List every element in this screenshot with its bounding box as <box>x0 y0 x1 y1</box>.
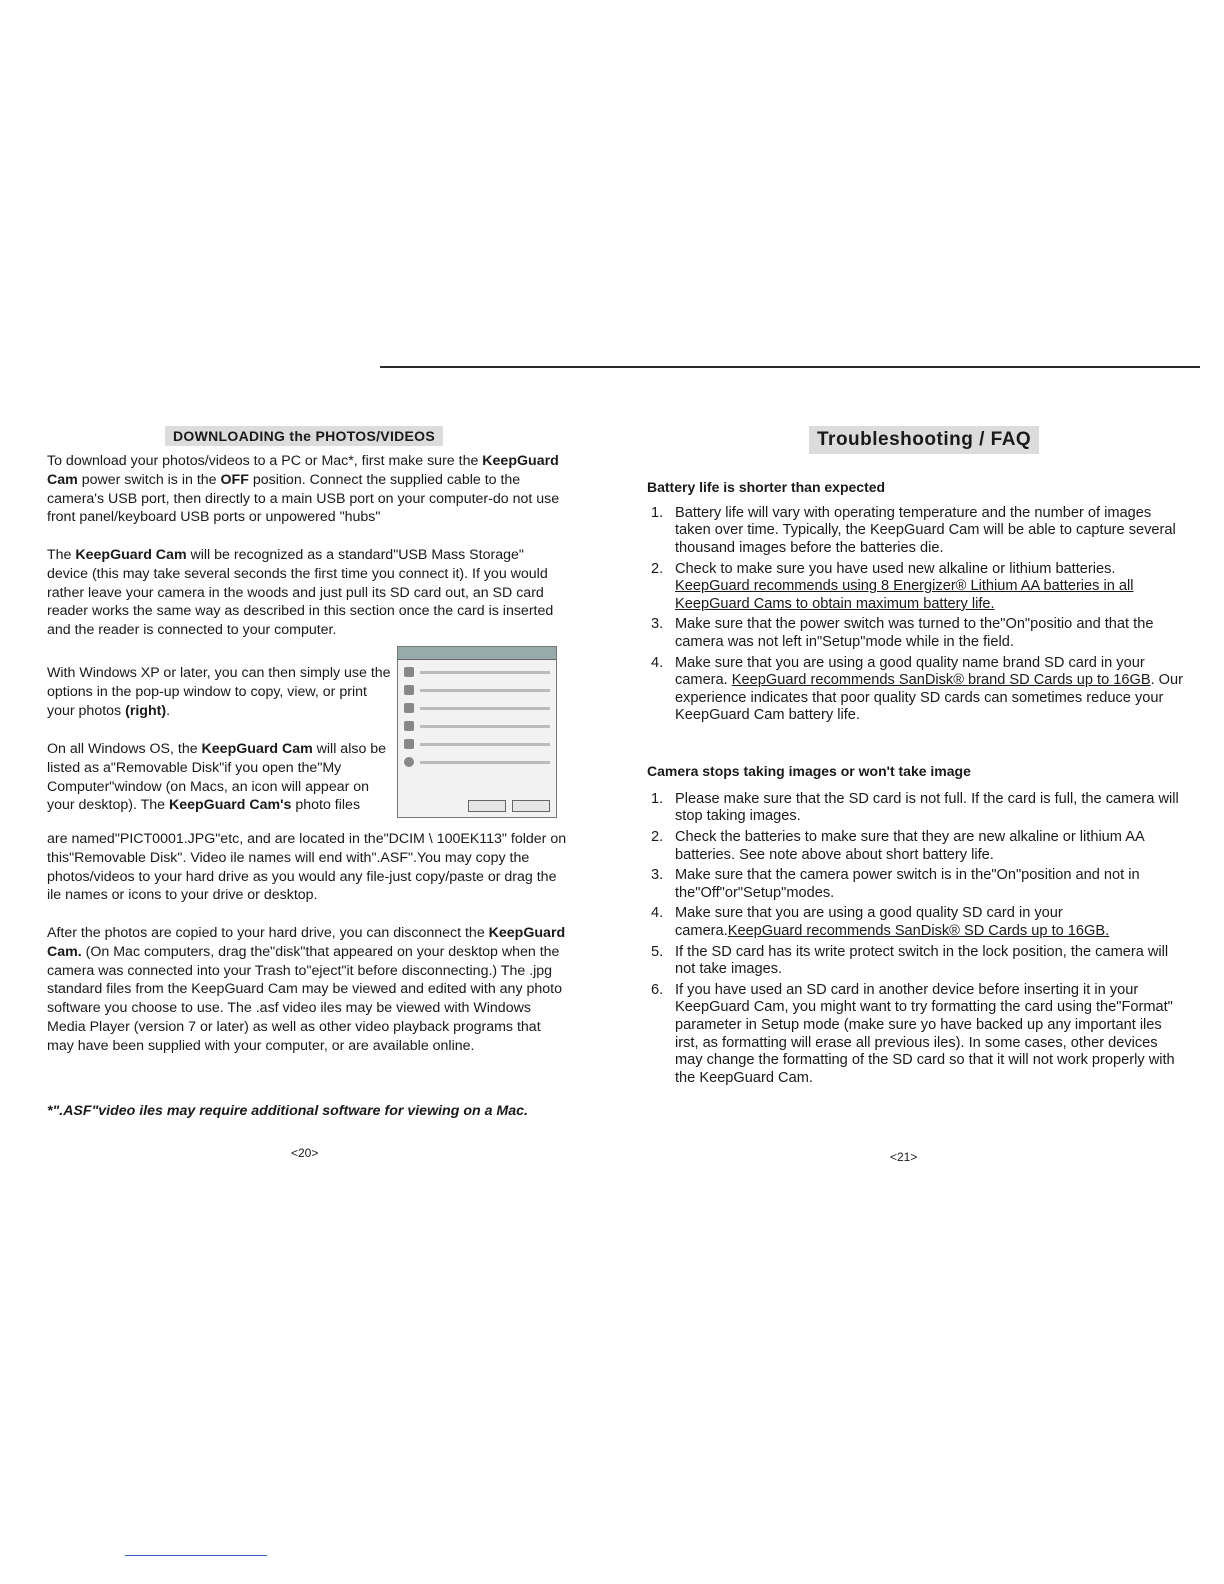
windows-popup-screenshot <box>397 646 557 818</box>
camera-stops-section <box>647 762 1187 1090</box>
list-item: 2. Check to make sure you have used new alkaline or lithium batteries. KeepGuard recommends using 8 Energizer® Lithium AA batteries in all KeepGuard Cams to obtain maximum battery life. <box>651 560 1134 612</box>
battery-section-title: Battery life is shorter than expected <box>647 479 886 495</box>
battery-section <box>647 478 1187 728</box>
intro-paragraph: To download your photos/videos to a PC or Mac*, first make sure the KeepGuard Cam power switch is in the OFF position. Connect the supplied cable to the camera's USB port, then directly to a main USB port on your computer-do not use front panel/keyboard USB ports or unpowered "hubs" <box>47 453 560 526</box>
mass-storage-paragraph: The KeepGuard Cam will be recognized as a standard"USB Mass Storage" device (this may take several seconds the first time you connect it). If you would rather leave your camera in the woods and just pull its SD card out, an SD card reader works the same way as described in this section once the card is inserted and the reader is connected to your computer. <box>47 547 554 639</box>
left-page <box>47 420 572 1120</box>
right-page-number: <21> <box>890 1150 918 1164</box>
list-item: 5. If the SD card has its write protect switch in the lock position, the camera will not take images. <box>651 943 1169 978</box>
asf-footnote: *".ASF"video iles may require additional software for viewing on a Mac. <box>47 1103 528 1119</box>
left-page-heading: DOWNLOADING the PHOTOS/VIDEOS <box>165 426 443 446</box>
list-item: 1. Please make sure that the SD card is not full. If the card is full, the camera will stop taking images. <box>651 790 1179 825</box>
list-item: 4. Make sure that you are using a good quality name brand SD card in your camera. KeepGuard recommends SanDisk® brand SD Cards up to 16GB. Our experience indicates that poor quality SD cards can sometimes reduce your KeepGuard Cam battery life. <box>651 654 1183 724</box>
camera-stops-section-title: Camera stops taking images or won't take image <box>647 763 971 779</box>
picture-icon <box>404 703 414 713</box>
list-item: 6. If you have used an SD card in another device before inserting it in your KeepGuard Cam, you might want to try formatting the card using the"Format" parameter in Setup mode (make sure yo have backed up any important iles irst, as formatting will erase all previous iles). In some cases, other devices may change the formatting of the SD card so that it will not work properly with the KeepGuard Cam. <box>651 981 1175 1086</box>
windows-xp-paragraph: With Windows XP or later, you can then simply use the options in the pop-up window to copy, view, or print your photos (right). <box>47 665 391 719</box>
cancel-icon <box>404 757 414 767</box>
list-item: 1. Battery life will vary with operating temperature and the number of images taken over time. Typically, the KeepGuard Cam will be able to capture several thousand images before the batteries die. <box>651 504 1176 556</box>
list-item: 4. Make sure that you are using a good quality SD card in your camera.KeepGuard recommends SanDisk® SD Cards up to 16GB. <box>651 905 1110 939</box>
folder-icon <box>404 667 414 677</box>
right-page <box>647 420 1187 1120</box>
left-page-number: <20> <box>291 1146 319 1160</box>
list-item: 2. Check the batteries to make sure that they are new alkaline or lithium AA batteries. See note above about short battery life. <box>651 828 1144 863</box>
print-icon <box>404 721 414 731</box>
top-rule <box>380 366 1200 368</box>
camera-icon <box>404 685 414 695</box>
media-icon <box>404 739 414 749</box>
list-item: 3. Make sure that the camera power switch is in the"On"position and not in the"Off"or"Setup"modes. <box>651 867 1140 901</box>
disconnect-paragraph: After the photos are copied to your hard drive, you can disconnect the KeepGuard Cam. (On Mac computers, drag the"disk"that appeared on your desktop when the camera was connected into your Trash to"eject"it before disconnecting.) The .jpg standard files from the KeepGuard Cam may be viewed and edited with any photo software you choose to use. The .asf video iles may be viewed with Windows Media Player (version 7 or later) as well as other video playback programs that may have been supplied with your computer, or are available online. <box>47 925 566 1054</box>
right-page-heading: Troubleshooting / FAQ <box>809 426 1039 454</box>
ok-button-image <box>468 800 506 812</box>
cancel-button-image <box>512 800 550 812</box>
removable-disk-paragraph: On all Windows OS, the KeepGuard Cam will also be listed as a"Removable Disk"if you open the"My Computer"window (on Macs, an icon will appear on your desktop). The KeepGuard Cam's photo files <box>47 741 387 814</box>
file-names-paragraph: are named"PICT0001.JPG"etc, and are located in the"DCIM \ 100EK113" folder on this"Removable Disk". Video ile names will end with".ASF".You may copy the photos/videos to your hard drive as you would any file-just copy/paste or drag the ile names or icons to your drive or desktop. <box>47 831 567 904</box>
bottom-rule <box>125 1555 267 1556</box>
list-item: 3. Make sure that the power switch was turned to the"On"positio and that the camera was not left in"Setup"mode while in the field. <box>651 616 1154 650</box>
